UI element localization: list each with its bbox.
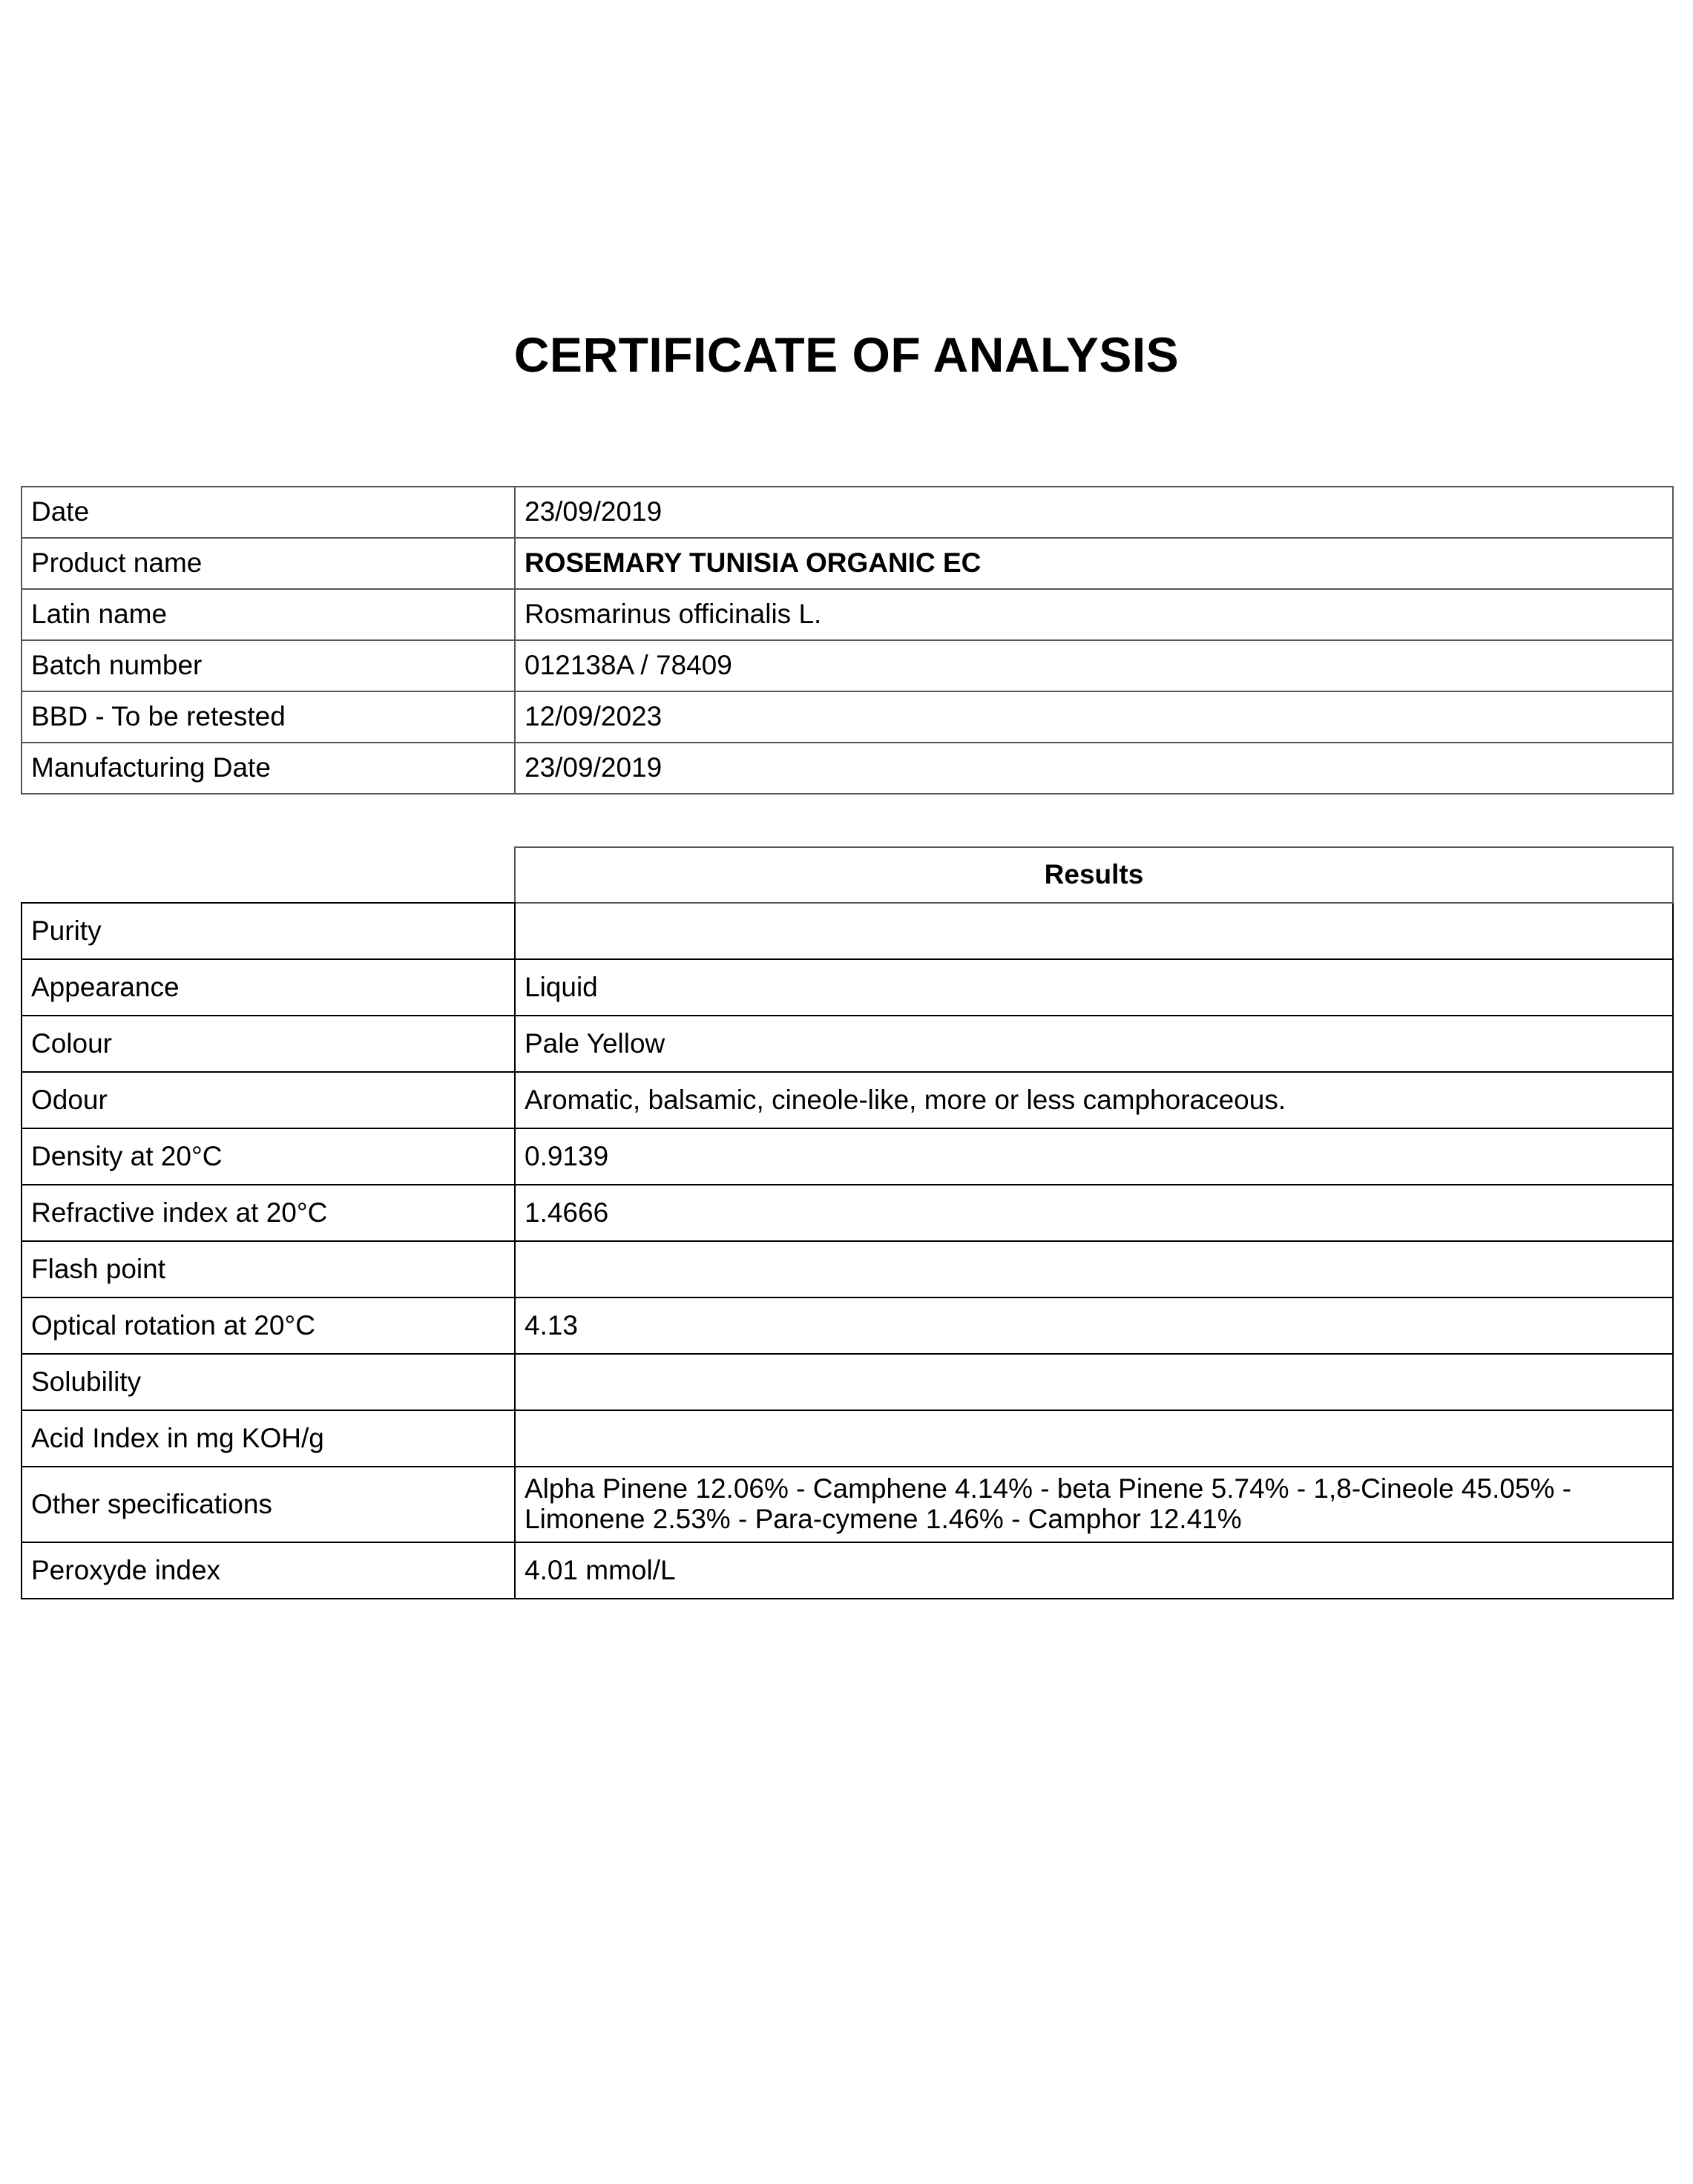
results-row [22, 1467, 1673, 1542]
info-label: Manufacturing Date [22, 743, 515, 794]
results-column-header: Results [515, 847, 1673, 903]
results-row [22, 1410, 1673, 1467]
results-value [515, 903, 1673, 959]
document-title: CERTIFICATE OF ANALYSIS [513, 327, 1180, 382]
results-value: Aromatic, balsamic, cineole-like, more or less camphoraceous. [515, 1072, 1673, 1128]
results-value: Pale Yellow [515, 1016, 1673, 1072]
results-label: Optical rotation at 20°C [22, 1297, 515, 1354]
results-label: Odour [22, 1072, 515, 1128]
results-value: Alpha Pinene 12.06% - Camphene 4.14% - beta Pinene 5.74% - 1,8-Cineole 45.05% - Limonene 2.53% - Para-cymene 1.46% - Camphor 12.41% [515, 1467, 1673, 1542]
results-row [22, 959, 1673, 1016]
results-value: 4.01 mmol/L [515, 1542, 1673, 1599]
info-label: Date [22, 487, 515, 538]
results-label: Purity [22, 903, 515, 959]
info-row-date [22, 487, 1673, 538]
info-label: Product name [22, 538, 515, 589]
results-row [22, 1016, 1673, 1072]
results-value: 0.9139 [515, 1128, 1673, 1185]
product-info-table [21, 486, 1674, 795]
results-row [22, 903, 1673, 959]
info-value: 012138A / 78409 [515, 640, 1673, 691]
info-label: BBD - To be retested [22, 691, 515, 743]
results-row [22, 1185, 1673, 1241]
results-row [22, 1072, 1673, 1128]
results-table [21, 846, 1674, 1599]
results-label: Colour [22, 1016, 515, 1072]
info-value: 12/09/2023 [515, 691, 1673, 743]
results-value: 4.13 [515, 1297, 1673, 1354]
results-row [22, 1297, 1673, 1354]
info-value: ROSEMARY TUNISIA ORGANIC EC [515, 538, 1673, 589]
info-value: 23/09/2019 [515, 487, 1673, 538]
results-row [22, 1542, 1673, 1599]
info-value: Rosmarinus officinalis L. [515, 589, 1673, 640]
results-row [22, 1241, 1673, 1297]
header-empty-cell [22, 847, 515, 903]
info-row-manufacturing-date [22, 743, 1673, 794]
results-label: Refractive index at 20°C [22, 1185, 515, 1241]
results-row [22, 1128, 1673, 1185]
info-row-latin-name [22, 589, 1673, 640]
results-label: Peroxyde index [22, 1542, 515, 1599]
info-label: Latin name [22, 589, 515, 640]
results-label: Other specifications [22, 1467, 515, 1542]
results-label: Acid Index in mg KOH/g [22, 1410, 515, 1467]
results-value: 1.4666 [515, 1185, 1673, 1241]
results-value [515, 1354, 1673, 1410]
results-label: Flash point [22, 1241, 515, 1297]
results-value [515, 1241, 1673, 1297]
info-row-batch-number [22, 640, 1673, 691]
results-label: Solubility [22, 1354, 515, 1410]
results-header-row [22, 847, 1673, 903]
results-value: Liquid [515, 959, 1673, 1016]
results-row [22, 1354, 1673, 1410]
info-label: Batch number [22, 640, 515, 691]
results-value [515, 1410, 1673, 1467]
info-value: 23/09/2019 [515, 743, 1673, 794]
info-row-bbd [22, 691, 1673, 743]
info-row-product-name [22, 538, 1673, 589]
results-label: Density at 20°C [22, 1128, 515, 1185]
results-label: Appearance [22, 959, 515, 1016]
